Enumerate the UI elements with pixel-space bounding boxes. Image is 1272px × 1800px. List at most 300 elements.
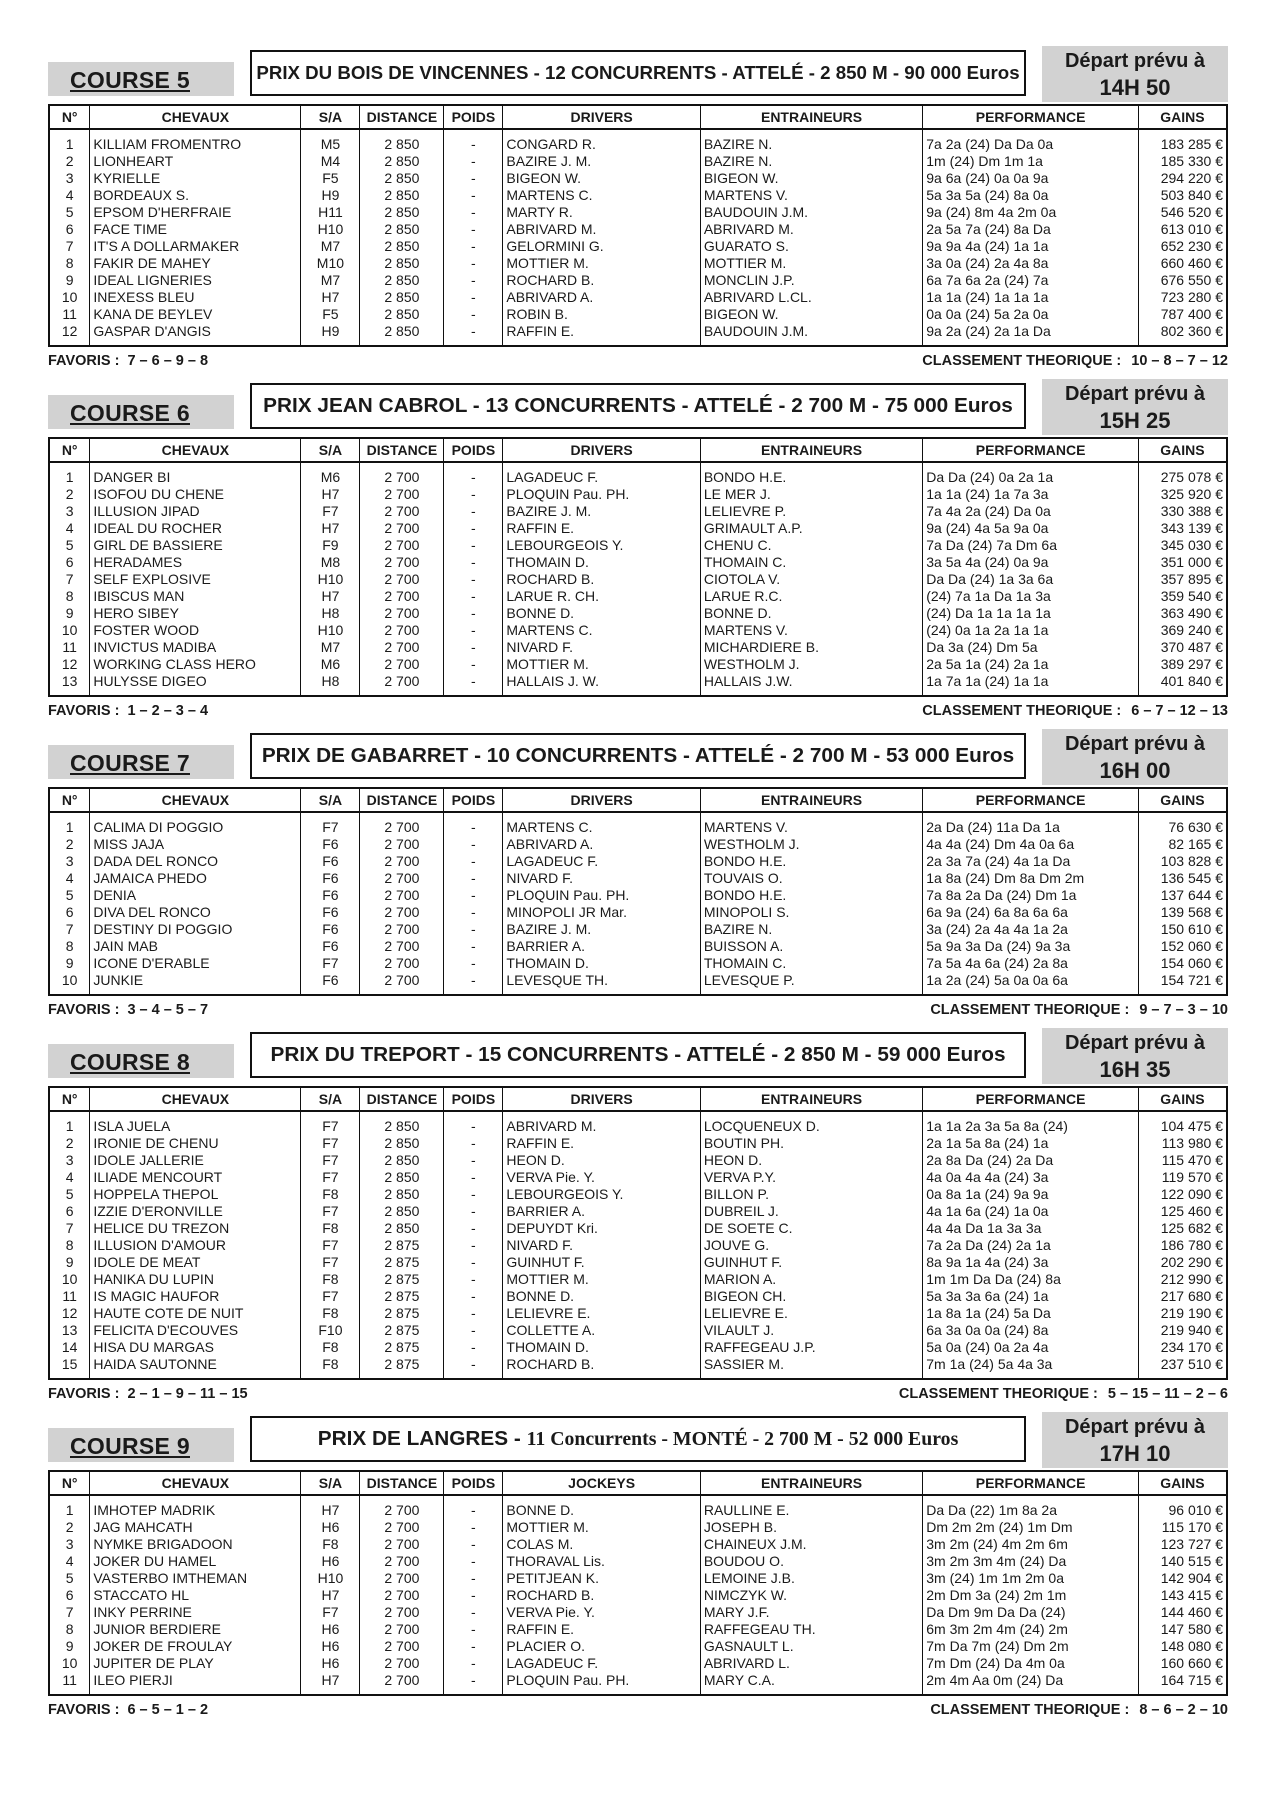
cell-performance: 3m 2m (24) 4m 2m 6m [923, 1536, 1139, 1553]
column-header-weight: POIDS [444, 105, 503, 129]
race-title [250, 1416, 1026, 1462]
favorites-value: 3 – 4 – 5 – 7 [127, 1002, 209, 1018]
cell-trainer: LEMOINE J.B. [700, 1570, 922, 1587]
cell-earnings: 96 010 € [1138, 1495, 1227, 1519]
column-header-earnings: GAINS [1138, 1087, 1227, 1111]
cell-horse-name: IT'S A DOLLARMAKER [90, 238, 301, 255]
table-row [49, 1111, 1227, 1135]
cell-distance: 2 700 [360, 812, 444, 836]
cell-performance: 7a 5a 4a 6a (24) 2a 8a [923, 955, 1139, 972]
cell-horse-name: DANGER BI [90, 462, 301, 486]
cell-row-number: 7 [49, 1220, 90, 1237]
cell-earnings: 369 240 € [1138, 622, 1227, 639]
cell-sex-age: M7 [301, 238, 360, 255]
cell-row-number: 13 [49, 673, 90, 696]
cell-trainer: LELIEVRE P. [700, 503, 922, 520]
cell-weight: - [444, 204, 503, 221]
cell-earnings: 219 940 € [1138, 1322, 1227, 1339]
column-header-performance: PERFORMANCE [923, 105, 1139, 129]
cell-driver: DEPUYDT Kri. [503, 1220, 700, 1237]
cell-performance: (24) 7a 1a Da 1a 3a [923, 588, 1139, 605]
column-header-distance: DISTANCE [360, 438, 444, 462]
favorites-value: 7 – 6 – 9 – 8 [127, 353, 209, 369]
cell-row-number: 2 [49, 1519, 90, 1536]
cell-performance: 1a 1a (24) 1a 7a 3a [923, 486, 1139, 503]
cell-earnings: 363 490 € [1138, 605, 1227, 622]
cell-row-number: 10 [49, 289, 90, 306]
cell-performance: Dm 2m 2m (24) 1m Dm [923, 1519, 1139, 1536]
column-header-driver: DRIVERS [503, 105, 700, 129]
cell-performance: 7m Dm (24) Da 4m 0a [923, 1655, 1139, 1672]
cell-weight: - [444, 323, 503, 346]
cell-distance: 2 850 [360, 170, 444, 187]
cell-row-number: 1 [49, 1111, 90, 1135]
cell-performance: 7m 1a (24) 5a 4a 3a [923, 1356, 1139, 1379]
race-title [250, 1032, 1026, 1078]
cell-performance: 2a 5a 1a (24) 2a 1a [923, 656, 1139, 673]
column-header-performance: PERFORMANCE [923, 1471, 1139, 1495]
cell-trainer: BAZIRE N. [700, 153, 922, 170]
column-header-trainer: ENTRAINEURS [700, 788, 922, 812]
cell-row-number: 8 [49, 255, 90, 272]
table-row [49, 1322, 1227, 1339]
cell-trainer: BOUDOU O. [700, 1553, 922, 1570]
cell-row-number: 4 [49, 1553, 90, 1570]
cell-horse-name: HERO SIBEY [90, 605, 301, 622]
table-row [49, 272, 1227, 289]
cell-performance: 6a 9a (24) 6a 8a 6a 6a [923, 904, 1139, 921]
cell-distance: 2 700 [360, 1536, 444, 1553]
cell-sex-age: F8 [301, 1220, 360, 1237]
cell-performance: 2m Dm 3a (24) 2m 1m [923, 1587, 1139, 1604]
cell-performance: 2m 4m Aa 0m (24) Da [923, 1672, 1139, 1695]
table-header-row [49, 438, 1227, 462]
cell-weight: - [444, 571, 503, 588]
race-title-details: 11 Concurrents - MONTÉ - 2 700 M - 52 000 Euros [526, 1428, 959, 1450]
table-row [49, 554, 1227, 571]
cell-distance: 2 700 [360, 554, 444, 571]
cell-performance: (24) 0a 1a 2a 1a 1a [923, 622, 1139, 639]
cell-trainer: ABRIVARD L.CL. [700, 289, 922, 306]
table-row [49, 462, 1227, 486]
cell-driver: VERVA Pie. Y. [503, 1604, 700, 1621]
cell-driver: LAGADEUC F. [503, 853, 700, 870]
cell-trainer: CHENU C. [700, 537, 922, 554]
cell-distance: 2 875 [360, 1237, 444, 1254]
cell-earnings: 76 630 € [1138, 812, 1227, 836]
cell-weight: - [444, 836, 503, 853]
cell-distance: 2 700 [360, 870, 444, 887]
column-header-weight: POIDS [444, 438, 503, 462]
departure-time: 15H 25 [1099, 408, 1171, 433]
cell-distance: 2 875 [360, 1271, 444, 1288]
cell-sex-age: F5 [301, 170, 360, 187]
column-header-horse-name: CHEVAUX [90, 788, 301, 812]
course-label-text: COURSE 8 [70, 1049, 190, 1075]
cell-row-number: 5 [49, 537, 90, 554]
cell-horse-name: IRONIE DE CHENU [90, 1135, 301, 1152]
cell-distance: 2 850 [360, 187, 444, 204]
cell-earnings: 186 780 € [1138, 1237, 1227, 1254]
cell-horse-name: IS MAGIC HAUFOR [90, 1288, 301, 1305]
cell-horse-name: ILLUSION JIPAD [90, 503, 301, 520]
cell-trainer: GASNAULT L. [700, 1638, 922, 1655]
cell-sex-age: M7 [301, 272, 360, 289]
cell-sex-age: H10 [301, 221, 360, 238]
cell-performance: 3a 0a (24) 2a 4a 8a [923, 255, 1139, 272]
cell-driver: PLOQUIN Pau. PH. [503, 887, 700, 904]
cell-distance: 2 700 [360, 1621, 444, 1638]
cell-distance: 2 850 [360, 1203, 444, 1220]
table-row [49, 1271, 1227, 1288]
table-row [49, 938, 1227, 955]
cell-performance: 1a 8a 1a (24) 5a Da [923, 1305, 1139, 1322]
cell-distance: 2 700 [360, 904, 444, 921]
cell-driver: BONNE D. [503, 1288, 700, 1305]
cell-horse-name: GIRL DE BASSIERE [90, 537, 301, 554]
cell-performance: 2a 8a Da (24) 2a Da [923, 1152, 1139, 1169]
cell-earnings: 154 721 € [1138, 972, 1227, 995]
table-row [49, 1288, 1227, 1305]
cell-row-number: 5 [49, 1186, 90, 1203]
cell-driver: RAFFIN E. [503, 323, 700, 346]
cell-trainer: MOTTIER M. [700, 255, 922, 272]
cell-performance: 4a 4a (24) Dm 4a 0a 6a [923, 836, 1139, 853]
cell-sex-age: F8 [301, 1536, 360, 1553]
cell-distance: 2 700 [360, 486, 444, 503]
column-header-sex-age: S/A [301, 105, 360, 129]
cell-sex-age: H7 [301, 1672, 360, 1695]
cell-performance: 7a 4a 2a (24) Da 0a [923, 503, 1139, 520]
cell-earnings: 202 290 € [1138, 1254, 1227, 1271]
cell-distance: 2 850 [360, 255, 444, 272]
cell-trainer: MINOPOLI S. [700, 904, 922, 921]
cell-performance: 4a 0a 4a 4a (24) 3a [923, 1169, 1139, 1186]
cell-weight: - [444, 306, 503, 323]
course-label [48, 745, 234, 779]
cell-earnings: 676 550 € [1138, 272, 1227, 289]
cell-distance: 2 850 [360, 306, 444, 323]
cell-trainer: BAUDOUIN J.M. [700, 204, 922, 221]
cell-row-number: 8 [49, 588, 90, 605]
cell-weight: - [444, 972, 503, 995]
cell-performance: 2a 3a 7a (24) 4a 1a Da [923, 853, 1139, 870]
cell-trainer: RAFFEGEAU TH. [700, 1621, 922, 1638]
cell-distance: 2 700 [360, 921, 444, 938]
cell-row-number: 8 [49, 938, 90, 955]
cell-driver: ABRIVARD M. [503, 221, 700, 238]
cell-trainer: LE MER J. [700, 486, 922, 503]
table-row [49, 1135, 1227, 1152]
cell-driver: THORAVAL Lis. [503, 1553, 700, 1570]
cell-driver: BARRIER A. [503, 1203, 700, 1220]
cell-sex-age: H7 [301, 588, 360, 605]
cell-sex-age: F8 [301, 1186, 360, 1203]
cell-earnings: 136 545 € [1138, 870, 1227, 887]
cell-performance: 9a 2a (24) 2a 1a Da [923, 323, 1139, 346]
cell-weight: - [444, 170, 503, 187]
cell-performance: 8a 9a 1a 4a (24) 3a [923, 1254, 1139, 1271]
cell-earnings: 152 060 € [1138, 938, 1227, 955]
cell-horse-name: INEXESS BLEU [90, 289, 301, 306]
cell-distance: 2 700 [360, 1495, 444, 1519]
cell-row-number: 8 [49, 1621, 90, 1638]
column-header-distance: DISTANCE [360, 1471, 444, 1495]
cell-performance: 4a 4a Da 1a 3a 3a [923, 1220, 1139, 1237]
column-header-trainer: ENTRAINEURS [700, 105, 922, 129]
cell-weight: - [444, 1186, 503, 1203]
cell-distance: 2 700 [360, 520, 444, 537]
theoretical-ranking-label: CLASSEMENT THEORIQUE : [922, 353, 1122, 369]
cell-trainer: BONDO H.E. [700, 887, 922, 904]
table-row [49, 972, 1227, 995]
cell-performance: 7m Da 7m (24) Dm 2m [923, 1638, 1139, 1655]
cell-weight: - [444, 887, 503, 904]
table-row [49, 853, 1227, 870]
cell-sex-age: H8 [301, 673, 360, 696]
cell-horse-name: JAIN MAB [90, 938, 301, 955]
cell-sex-age: F7 [301, 1135, 360, 1152]
cell-weight: - [444, 187, 503, 204]
cell-performance: 7a 2a Da (24) 2a 1a [923, 1237, 1139, 1254]
runners-table [48, 1470, 1228, 1696]
cell-weight: - [444, 1519, 503, 1536]
cell-trainer: BONNE D. [700, 605, 922, 622]
column-header-trainer: ENTRAINEURS [700, 438, 922, 462]
cell-performance: 0a 8a 1a (24) 9a 9a [923, 1186, 1139, 1203]
cell-row-number: 3 [49, 1152, 90, 1169]
table-row [49, 289, 1227, 306]
cell-earnings: 125 682 € [1138, 1220, 1227, 1237]
cell-trainer: BONDO H.E. [700, 853, 922, 870]
cell-trainer: BONDO H.E. [700, 462, 922, 486]
table-row [49, 1254, 1227, 1271]
departure-label: Départ prévu à [1064, 733, 1206, 755]
cell-distance: 2 700 [360, 656, 444, 673]
table-row [49, 1152, 1227, 1169]
table-row [49, 255, 1227, 272]
cell-weight: - [444, 673, 503, 696]
cell-weight: - [444, 1356, 503, 1379]
cell-weight: - [444, 870, 503, 887]
cell-row-number: 11 [49, 306, 90, 323]
column-header-distance: DISTANCE [360, 788, 444, 812]
cell-driver: LAGADEUC F. [503, 1655, 700, 1672]
cell-driver: BAZIRE J. M. [503, 921, 700, 938]
cell-trainer: GUARATO S. [700, 238, 922, 255]
race-program-page [48, 46, 1228, 1722]
column-header-weight: POIDS [444, 788, 503, 812]
favorites [48, 1002, 208, 1018]
table-header-row [49, 1471, 1227, 1495]
cell-earnings: 723 280 € [1138, 289, 1227, 306]
cell-performance: 4a 1a 6a (24) 1a 0a [923, 1203, 1139, 1220]
cell-performance: 7a 2a (24) Da Da 0a [923, 129, 1139, 153]
cell-row-number: 1 [49, 129, 90, 153]
cell-horse-name: ILLUSION D'AMOUR [90, 1237, 301, 1254]
cell-horse-name: FAKIR DE MAHEY [90, 255, 301, 272]
departure-label: Départ prévu à [1064, 50, 1206, 72]
cell-row-number: 11 [49, 1672, 90, 1695]
table-row [49, 812, 1227, 836]
cell-performance: 7a Da (24) 7a Dm 6a [923, 537, 1139, 554]
cell-driver: LEVESQUE TH. [503, 972, 700, 995]
cell-performance: 3m (24) 1m 1m 2m 0a [923, 1570, 1139, 1587]
cell-row-number: 2 [49, 153, 90, 170]
cell-horse-name: CALIMA DI POGGIO [90, 812, 301, 836]
column-header-distance: DISTANCE [360, 105, 444, 129]
cell-driver: NIVARD F. [503, 1237, 700, 1254]
cell-driver: MARTENS C. [503, 187, 700, 204]
cell-driver: BONNE D. [503, 605, 700, 622]
cell-row-number: 3 [49, 170, 90, 187]
column-header-weight: POIDS [444, 1471, 503, 1495]
cell-driver: LEBOURGEOIS Y. [503, 1186, 700, 1203]
departure-time: 14H 50 [1099, 75, 1171, 100]
table-row [49, 656, 1227, 673]
table-row [49, 588, 1227, 605]
cell-trainer: ABRIVARD L. [700, 1655, 922, 1672]
column-header-distance: DISTANCE [360, 1087, 444, 1111]
cell-performance: 1m 1m Da Da (24) 8a [923, 1271, 1139, 1288]
cell-sex-age: H9 [301, 323, 360, 346]
cell-row-number: 3 [49, 503, 90, 520]
table-row [49, 520, 1227, 537]
cell-horse-name: WORKING CLASS HERO [90, 656, 301, 673]
course-footer [48, 347, 1228, 373]
cell-distance: 2 700 [360, 1655, 444, 1672]
cell-performance: Da Da (22) 1m 8a 2a [923, 1495, 1139, 1519]
table-row [49, 622, 1227, 639]
theoretical-ranking-value: 8 – 6 – 2 – 10 [1139, 1702, 1228, 1718]
departure-box [1042, 1028, 1228, 1084]
cell-distance: 2 700 [360, 588, 444, 605]
column-header-horse-name: CHEVAUX [90, 105, 301, 129]
cell-sex-age: H10 [301, 1570, 360, 1587]
cell-sex-age: H6 [301, 1553, 360, 1570]
cell-trainer: JOSEPH B. [700, 1519, 922, 1536]
cell-driver: PLOQUIN Pau. PH. [503, 486, 700, 503]
cell-distance: 2 700 [360, 1672, 444, 1695]
cell-horse-name: DADA DEL RONCO [90, 853, 301, 870]
column-header-earnings: GAINS [1138, 1471, 1227, 1495]
cell-sex-age: M10 [301, 255, 360, 272]
cell-earnings: 237 510 € [1138, 1356, 1227, 1379]
cell-distance: 2 850 [360, 129, 444, 153]
cell-trainer: LELIEVRE E. [700, 1305, 922, 1322]
cell-driver: ABRIVARD A. [503, 836, 700, 853]
cell-earnings: 234 170 € [1138, 1339, 1227, 1356]
cell-horse-name: FELICITA D'ECOUVES [90, 1322, 301, 1339]
cell-earnings: 140 515 € [1138, 1553, 1227, 1570]
cell-weight: - [444, 1169, 503, 1186]
favorites-label: FAVORIS : [48, 1702, 120, 1718]
theoretical-ranking-value: 6 – 7 – 12 – 13 [1131, 703, 1228, 719]
course-footer [48, 996, 1228, 1022]
cell-weight: - [444, 1305, 503, 1322]
cell-horse-name: IDOLE DE MEAT [90, 1254, 301, 1271]
cell-sex-age: F7 [301, 1288, 360, 1305]
cell-distance: 2 700 [360, 462, 444, 486]
cell-trainer: CIOTOLA V. [700, 571, 922, 588]
cell-horse-name: KYRIELLE [90, 170, 301, 187]
cell-earnings: 115 470 € [1138, 1152, 1227, 1169]
cell-row-number: 10 [49, 1655, 90, 1672]
cell-performance: 9a 9a 4a (24) 1a 1a [923, 238, 1139, 255]
cell-horse-name: HAUTE COTE DE NUIT [90, 1305, 301, 1322]
cell-performance: 5a 9a 3a Da (24) 9a 3a [923, 938, 1139, 955]
cell-sex-age: F6 [301, 938, 360, 955]
course-header [48, 1028, 1228, 1086]
cell-distance: 2 850 [360, 1111, 444, 1135]
column-header-horse-name: CHEVAUX [90, 438, 301, 462]
table-row [49, 537, 1227, 554]
cell-weight: - [444, 921, 503, 938]
cell-earnings: 294 220 € [1138, 170, 1227, 187]
cell-distance: 2 850 [360, 1220, 444, 1237]
cell-sex-age: H7 [301, 486, 360, 503]
cell-performance: 3m 2m 3m 4m (24) Da [923, 1553, 1139, 1570]
cell-horse-name: IZZIE D'ERONVILLE [90, 1203, 301, 1220]
cell-distance: 2 700 [360, 605, 444, 622]
cell-row-number: 12 [49, 323, 90, 346]
cell-row-number: 9 [49, 605, 90, 622]
cell-performance: Da 3a (24) Dm 5a [923, 639, 1139, 656]
table-row [49, 673, 1227, 696]
cell-performance: 5a 3a 3a 6a (24) 1a [923, 1288, 1139, 1305]
cell-row-number: 12 [49, 1305, 90, 1322]
table-header-row [49, 105, 1227, 129]
cell-row-number: 7 [49, 1604, 90, 1621]
column-header-horse-name: CHEVAUX [90, 1087, 301, 1111]
table-row [49, 955, 1227, 972]
cell-horse-name: ISLA JUELA [90, 1111, 301, 1135]
cell-earnings: 139 568 € [1138, 904, 1227, 921]
course-label [48, 395, 234, 429]
cell-horse-name: FACE TIME [90, 221, 301, 238]
course-footer [48, 1696, 1228, 1722]
course-footer [48, 697, 1228, 723]
cell-driver: MOTTIER M. [503, 255, 700, 272]
cell-weight: - [444, 503, 503, 520]
column-header-driver: JOCKEYS [503, 1471, 700, 1495]
cell-trainer: NIMCZYK W. [700, 1587, 922, 1604]
cell-row-number: 4 [49, 187, 90, 204]
cell-earnings: 160 660 € [1138, 1655, 1227, 1672]
theoretical-ranking-value: 10 – 8 – 7 – 12 [1131, 353, 1228, 369]
cell-weight: - [444, 1570, 503, 1587]
cell-driver: ABRIVARD M. [503, 1111, 700, 1135]
cell-trainer: BAZIRE N. [700, 921, 922, 938]
cell-driver: HEON D. [503, 1152, 700, 1169]
theoretical-ranking-value: 9 – 7 – 3 – 10 [1139, 1002, 1228, 1018]
cell-horse-name: KANA DE BEYLEV [90, 306, 301, 323]
cell-sex-age: F7 [301, 955, 360, 972]
cell-performance: 7a 8a 2a Da (24) Dm 1a [923, 887, 1139, 904]
departure-label: Départ prévu à [1064, 383, 1206, 405]
cell-trainer: BIGEON CH. [700, 1288, 922, 1305]
cell-trainer: SASSIER M. [700, 1356, 922, 1379]
cell-sex-age: F8 [301, 1305, 360, 1322]
cell-driver: MOTTIER M. [503, 1271, 700, 1288]
cell-row-number: 7 [49, 238, 90, 255]
cell-earnings: 219 190 € [1138, 1305, 1227, 1322]
cell-horse-name: NYMKE BRIGADOON [90, 1536, 301, 1553]
cell-sex-age: F6 [301, 836, 360, 853]
cell-trainer: WESTHOLM J. [700, 836, 922, 853]
cell-distance: 2 700 [360, 622, 444, 639]
table-row [49, 1621, 1227, 1638]
